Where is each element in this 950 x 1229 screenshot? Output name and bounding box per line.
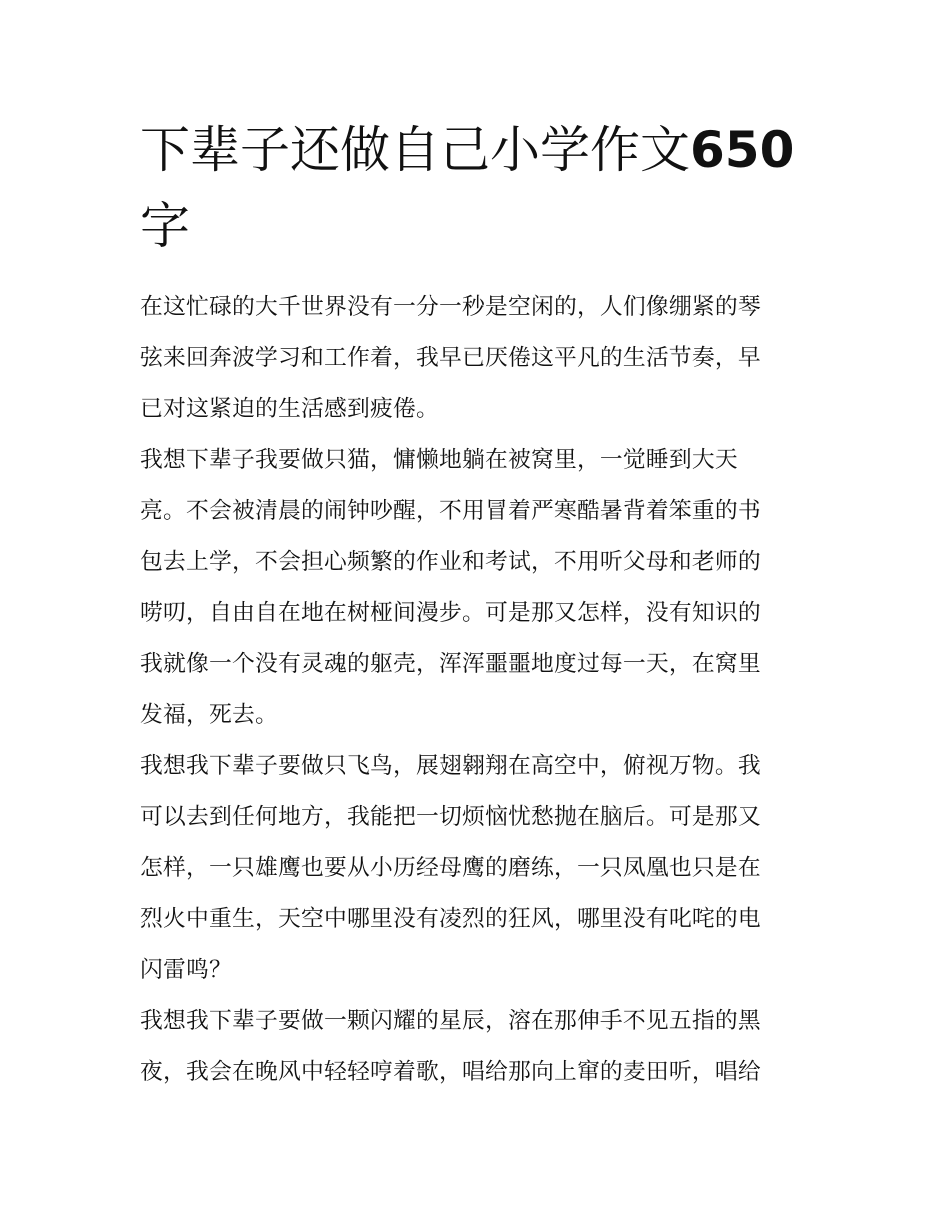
text-line: 夜，我会在晚风中轻轻哼着歌，唱给那向上窜的麦田听，唱给 bbox=[140, 1059, 761, 1085]
text-line: 可以去到任何地方，我能把一切烦恼忧愁抛在脑后。可是那又 bbox=[140, 804, 761, 830]
text-line: 怎样，一只雄鹰也要从小历经母鹰的磨练，一只凤凰也只是在 bbox=[140, 855, 761, 881]
text-line: 包去上学，不会担心频繁的作业和考试，不用听父母和老师的 bbox=[140, 549, 761, 575]
text-line: 发福，死去。 bbox=[140, 702, 278, 728]
page-title bbox=[140, 112, 820, 264]
text-line: 已对这紧迫的生活感到疲倦。 bbox=[140, 396, 439, 422]
paragraph-3 bbox=[140, 741, 812, 996]
text-line: 闪雷鸣？ bbox=[140, 957, 232, 983]
text-line: 弦来回奔波学习和工作着，我早已厌倦这平凡的生活节奏，早 bbox=[140, 345, 761, 371]
text-line: 烈火中重生，天空中哪里没有凌烈的狂风，哪里没有叱咤的电 bbox=[140, 906, 761, 932]
text-line: 唠叨，自由自在地在树桠间漫步。可是那又怎样，没有知识的 bbox=[140, 600, 761, 626]
title-number: 650 bbox=[690, 121, 795, 179]
text-line: 亮。不会被清晨的闹钟吵醒，不用冒着严寒酷暑背着笨重的书 bbox=[140, 498, 761, 524]
text-line: 我就像一个没有灵魂的躯壳，浑浑噩噩地度过每一天，在窝里 bbox=[140, 651, 761, 677]
paragraph-4 bbox=[140, 996, 812, 1098]
text-line: 我想我下辈子要做一颗闪耀的星辰，溶在那伸手不见五指的黑 bbox=[140, 1008, 761, 1034]
title-main: 下辈子还做自己小学作文 bbox=[140, 121, 690, 179]
paragraph-2 bbox=[140, 435, 812, 741]
title-tail: 字 bbox=[140, 197, 190, 255]
article-body bbox=[140, 282, 812, 1098]
text-line: 在这忙碌的大千世界没有一分一秒是空闲的，人们像绷紧的琴 bbox=[140, 294, 761, 320]
text-line: 我想我下辈子要做只飞鸟，展翅翱翔在高空中，俯视万物。我 bbox=[140, 753, 761, 779]
text-line: 我想下辈子我要做只猫，慵懒地躺在被窝里，一觉睡到大天 bbox=[140, 447, 738, 473]
paragraph-1 bbox=[140, 282, 812, 435]
